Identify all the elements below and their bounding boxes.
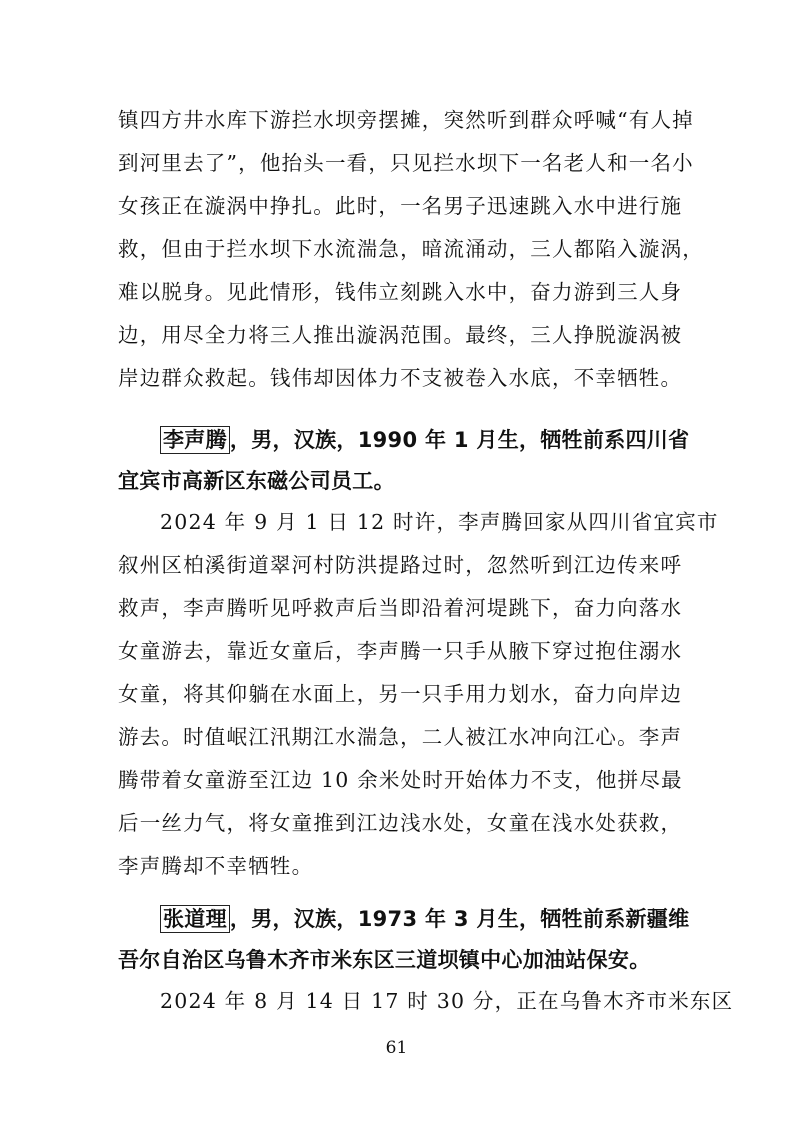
text-line: 游去。时值岷江汛期江水湍急，二人被江水冲向江心。李声 xyxy=(118,725,683,749)
text-line: 叙州区柏溪街道翠河村防洪提路过时，忽然听到江边传来呼 xyxy=(118,553,683,577)
heading-rest: ，男，汉族，1990 年 1 月生，牺牲前系四川省 xyxy=(229,428,690,452)
page-number: 61 xyxy=(385,1038,408,1058)
heading-rest: ，男，汉族，1973 年 3 月生，牺牲前系新疆维 xyxy=(229,907,690,931)
text-line: 岸边群众救起。钱伟却因体力不支被卷入水底，不幸牺牲。 xyxy=(118,366,683,390)
person-heading-line xyxy=(160,904,690,934)
person-heading-line xyxy=(160,425,690,455)
text-line: 镇四方井水库下游拦水坝旁摆摊，突然听到群众呼喊“有人掉 xyxy=(118,108,694,132)
text-line: 2024 年 9 月 1 日 12 时许，李声腾回家从四川省宜宾市 xyxy=(160,510,719,534)
person-heading-line: 宜宾市高新区东磁公司员工。 xyxy=(118,469,395,493)
text-line: 后一丝力气，将女童推到江边浅水处，女童在浅水处获救， xyxy=(118,811,683,835)
person-name: 张道理 xyxy=(160,905,230,933)
person-name: 李声腾 xyxy=(160,426,230,454)
text-line: 2024 年 8 月 14 日 17 时 30 分，正在乌鲁木齐市米东区 xyxy=(160,989,734,1013)
person-heading-line: 吾尔自治区乌鲁木齐市米东区三道坝镇中心加油站保安。 xyxy=(118,948,651,972)
text-line: 难以脱身。见此情形，钱伟立刻跳入水中，奋力游到三人身 xyxy=(118,280,683,304)
text-line: 李声腾却不幸牺牲。 xyxy=(118,854,314,878)
text-line: 救，但由于拦水坝下水流湍急，暗流涌动，三人都陷入漩涡， xyxy=(118,237,704,261)
text-line: 到河里去了”，他抬头一看，只见拦水坝下一名老人和一名小 xyxy=(118,151,694,175)
text-line: 女孩正在漩涡中挣扎。此时，一名男子迅速跳入水中进行施 xyxy=(118,194,683,218)
text-line: 腾带着女童游至江边 10 余米处时开始体力不支，他拼尽最 xyxy=(118,768,683,792)
text-line: 女童游去，靠近女童后，李声腾一只手从腋下穿过抱住溺水 xyxy=(118,639,683,663)
text-line: 边，用尽全力将三人推出漩涡范围。最终，三人挣脱漩涡被 xyxy=(118,323,683,347)
text-line: 女童，将其仰躺在水面上，另一只手用力划水，奋力向岸边 xyxy=(118,682,683,706)
text-line: 救声，李声腾听见呼救声后当即沿着河堤跳下，奋力向落水 xyxy=(118,596,683,620)
